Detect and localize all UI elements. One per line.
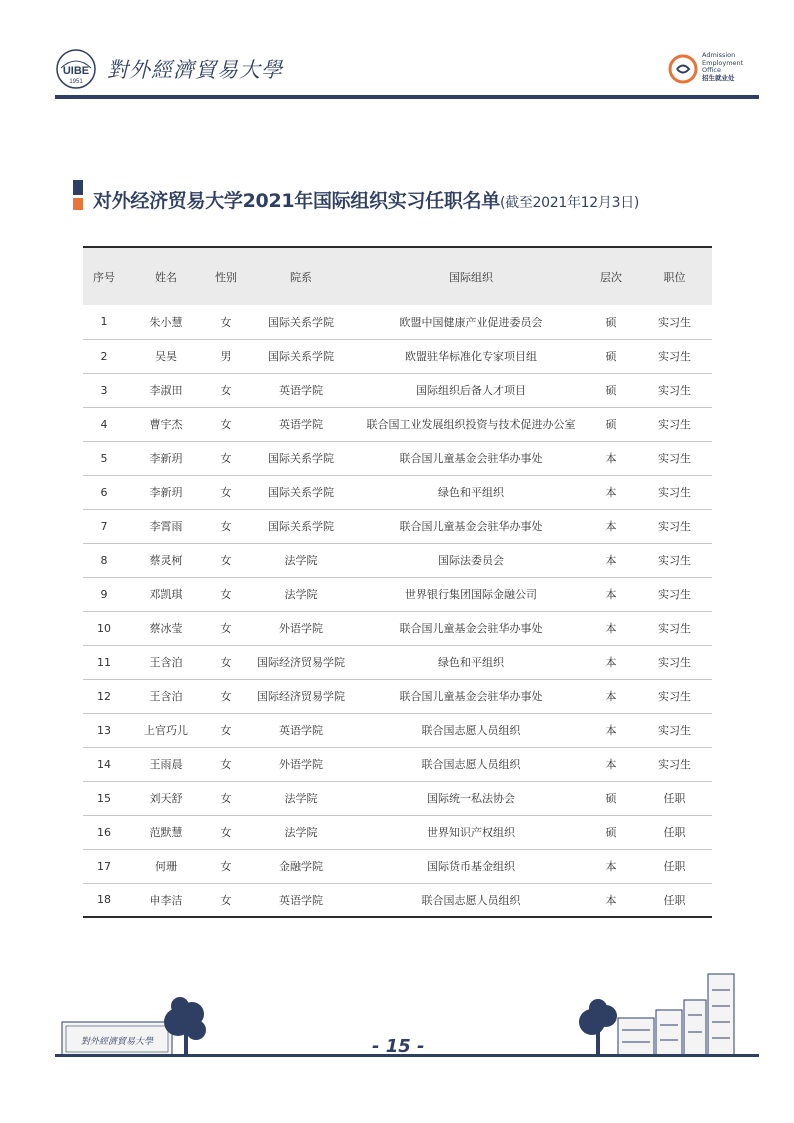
cell-position: 实习生 bbox=[637, 543, 712, 577]
cell-department: 国际关系学院 bbox=[245, 441, 357, 475]
cell-position: 任职 bbox=[637, 849, 712, 883]
badge-text: UIBE bbox=[62, 65, 90, 77]
table-row bbox=[83, 543, 712, 577]
cell-level: 硕 bbox=[585, 407, 637, 441]
cell-department: 国际经济贸易学院 bbox=[245, 679, 357, 713]
cell-name: 王雨晨 bbox=[125, 747, 207, 781]
office-line-3: Office bbox=[702, 66, 721, 74]
cell-index: 15 bbox=[83, 781, 125, 815]
university-logo bbox=[55, 48, 283, 92]
table-row bbox=[83, 815, 712, 849]
table-row bbox=[83, 577, 712, 611]
page-title bbox=[93, 186, 639, 213]
cell-index: 5 bbox=[83, 441, 125, 475]
cell-level: 本 bbox=[585, 679, 637, 713]
cell-name: 邓凯琪 bbox=[125, 577, 207, 611]
cell-gender: 女 bbox=[207, 815, 245, 849]
col-header-name: 姓名 bbox=[125, 247, 207, 305]
cell-department: 国际经济贸易学院 bbox=[245, 645, 357, 679]
table-row bbox=[83, 407, 712, 441]
cell-organization: 国际统一私法协会 bbox=[357, 781, 585, 815]
cell-index: 14 bbox=[83, 747, 125, 781]
cell-name: 李霄雨 bbox=[125, 509, 207, 543]
table-row bbox=[83, 441, 712, 475]
cell-department: 外语学院 bbox=[245, 747, 357, 781]
table-row bbox=[83, 679, 712, 713]
title-marker bbox=[73, 180, 83, 210]
cell-name: 蔡灵柯 bbox=[125, 543, 207, 577]
uibe-badge-icon bbox=[55, 48, 97, 90]
cell-gender: 女 bbox=[207, 611, 245, 645]
table-row bbox=[83, 475, 712, 509]
cell-level: 本 bbox=[585, 577, 637, 611]
col-header-level: 层次 bbox=[585, 247, 637, 305]
cell-organization: 联合国儿童基金会驻华办事处 bbox=[357, 679, 585, 713]
cell-index: 13 bbox=[83, 713, 125, 747]
table-row bbox=[83, 305, 712, 339]
cell-department: 法学院 bbox=[245, 815, 357, 849]
cell-organization: 联合国志愿人员组织 bbox=[357, 883, 585, 917]
university-name: 對外經濟貿易大學 bbox=[107, 58, 283, 82]
cell-position: 实习生 bbox=[637, 441, 712, 475]
cell-gender: 女 bbox=[207, 713, 245, 747]
cell-index: 18 bbox=[83, 883, 125, 917]
cell-level: 硕 bbox=[585, 781, 637, 815]
cell-department: 英语学院 bbox=[245, 713, 357, 747]
cell-position: 实习生 bbox=[637, 373, 712, 407]
cell-gender: 女 bbox=[207, 849, 245, 883]
cell-department: 国际关系学院 bbox=[268, 315, 334, 329]
cell-department: 法学院 bbox=[245, 781, 357, 815]
cell-level: 硕 bbox=[585, 815, 637, 849]
tree-right-icon bbox=[579, 999, 617, 1056]
cell-index: 10 bbox=[83, 611, 125, 645]
cell-organization: 国际法委员会 bbox=[357, 543, 585, 577]
cell-level: 本 bbox=[585, 475, 637, 509]
cell-organization: 联合国儿童基金会驻华办事处 bbox=[357, 509, 585, 543]
cell-position: 实习生 bbox=[637, 645, 712, 679]
cell-level: 硕 bbox=[605, 315, 617, 329]
table-header-row bbox=[83, 247, 712, 305]
office-line-2: Employment bbox=[702, 58, 744, 67]
cell-gender: 女 bbox=[207, 645, 245, 679]
cell-gender: 女 bbox=[207, 441, 245, 475]
cell-organization: 联合国儿童基金会驻华办事处 bbox=[357, 441, 585, 475]
table-row bbox=[83, 645, 712, 679]
office-line-1: Admission bbox=[702, 51, 736, 59]
cell-department: 英语学院 bbox=[245, 883, 357, 917]
cell-level: 本 bbox=[585, 747, 637, 781]
internship-table bbox=[83, 246, 712, 918]
cell-organization: 联合国儿童基金会驻华办事处 bbox=[357, 611, 585, 645]
cell-department: 英语学院 bbox=[245, 407, 357, 441]
cell-department: 国际关系学院 bbox=[245, 509, 357, 543]
cell-gender: 男 bbox=[207, 339, 245, 373]
campus-gate-illustration bbox=[62, 1022, 172, 1056]
cell-level: 本 bbox=[585, 611, 637, 645]
cell-level: 本 bbox=[585, 713, 637, 747]
footer-illustration bbox=[0, 970, 794, 1080]
cell-gender: 女 bbox=[207, 543, 245, 577]
col-header-department: 院系 bbox=[245, 247, 357, 305]
cell-organization: 联合国志愿人员组织 bbox=[357, 713, 585, 747]
cell-position: 任职 bbox=[637, 883, 712, 917]
cell-organization: 国际货币基金组织 bbox=[357, 849, 585, 883]
table-row bbox=[83, 747, 712, 781]
cell-gender: 女 bbox=[207, 407, 245, 441]
cell-level: 硕 bbox=[585, 339, 637, 373]
table-row bbox=[83, 849, 712, 883]
cell-organization: 世界知识产权组织 bbox=[357, 815, 585, 849]
cell-index: 1 bbox=[100, 315, 108, 329]
cell-gender: 女 bbox=[220, 315, 232, 329]
cell-position: 实习生 bbox=[637, 339, 712, 373]
badge-year: 1951 bbox=[69, 79, 83, 85]
cell-department: 国际关系学院 bbox=[245, 339, 357, 373]
cell-position: 实习生 bbox=[637, 713, 712, 747]
cell-level: 本 bbox=[585, 509, 637, 543]
table-row bbox=[83, 373, 712, 407]
cell-index: 16 bbox=[83, 815, 125, 849]
cell-organization: 世界银行集团国际金融公司 bbox=[357, 577, 585, 611]
cell-level: 本 bbox=[585, 645, 637, 679]
cell-index: 3 bbox=[83, 373, 125, 407]
table-row bbox=[83, 883, 712, 917]
cell-level: 本 bbox=[585, 441, 637, 475]
cell-position: 实习生 bbox=[637, 679, 712, 713]
cell-position: 任职 bbox=[637, 815, 712, 849]
col-header-position: 职位 bbox=[637, 247, 712, 305]
cell-name: 王含泊 bbox=[125, 679, 207, 713]
cell-index: 2 bbox=[83, 339, 125, 373]
cell-position: 实习生 bbox=[637, 509, 712, 543]
title-date: (截至2021年12月3日) bbox=[499, 195, 640, 211]
cell-index: 17 bbox=[83, 849, 125, 883]
gate-sign-text: 對外經濟貿易大學 bbox=[80, 1037, 154, 1047]
cell-organization: 国际组织后备人才项目 bbox=[357, 373, 585, 407]
table-body bbox=[83, 305, 712, 917]
cell-name: 吴昊 bbox=[125, 339, 207, 373]
cell-gender: 女 bbox=[207, 781, 245, 815]
cell-gender: 女 bbox=[207, 475, 245, 509]
cell-organization: 联合国志愿人员组织 bbox=[357, 747, 585, 781]
cell-name: 李新玥 bbox=[125, 475, 207, 509]
page-header bbox=[0, 0, 794, 100]
cell-name: 上官巧儿 bbox=[125, 713, 207, 747]
cell-department: 金融学院 bbox=[245, 849, 357, 883]
cell-position: 实习生 bbox=[637, 577, 712, 611]
cell-gender: 女 bbox=[207, 883, 245, 917]
cell-organization: 联合国工业发展组织投资与技术促进办公室 bbox=[357, 407, 585, 441]
header-divider bbox=[55, 95, 759, 99]
cell-organization: 欧盟中国健康产业促进委员会 bbox=[399, 315, 543, 329]
office-cn-name: 招生就业处 bbox=[702, 73, 735, 82]
cell-position: 实习生 bbox=[658, 315, 691, 329]
cell-department: 法学院 bbox=[245, 577, 357, 611]
cell-level: 本 bbox=[585, 849, 637, 883]
cell-name: 何珊 bbox=[125, 849, 207, 883]
cell-department: 国际关系学院 bbox=[245, 475, 357, 509]
cell-index: 9 bbox=[83, 577, 125, 611]
cell-organization: 绿色和平组织 bbox=[357, 645, 585, 679]
title-main: 对外经济贸易大学2021年国际组织实习任职名单 bbox=[93, 190, 500, 212]
cell-name: 李新玥 bbox=[125, 441, 207, 475]
cell-position: 实习生 bbox=[637, 475, 712, 509]
cell-position: 实习生 bbox=[637, 407, 712, 441]
page-footer bbox=[0, 970, 794, 1080]
cell-index: 7 bbox=[83, 509, 125, 543]
campus-buildings-illustration bbox=[618, 974, 734, 1056]
cell-level: 本 bbox=[585, 543, 637, 577]
table-row bbox=[83, 339, 712, 373]
cell-position: 实习生 bbox=[637, 611, 712, 645]
cell-level: 本 bbox=[585, 883, 637, 917]
cell-index: 8 bbox=[83, 543, 125, 577]
cell-gender: 女 bbox=[207, 577, 245, 611]
cell-name: 蔡冰莹 bbox=[125, 611, 207, 645]
cell-name: 朱小慧 bbox=[149, 315, 183, 329]
cell-organization: 欧盟驻华标准化专家项目组 bbox=[357, 339, 585, 373]
col-header-organization: 国际组织 bbox=[357, 247, 585, 305]
cell-gender: 女 bbox=[207, 679, 245, 713]
cell-department: 英语学院 bbox=[245, 373, 357, 407]
table-row bbox=[83, 509, 712, 543]
page-number: - 15 - bbox=[372, 1036, 425, 1057]
cell-gender: 女 bbox=[207, 509, 245, 543]
cell-name: 曹宇杰 bbox=[125, 407, 207, 441]
table-row bbox=[83, 781, 712, 815]
table-row bbox=[83, 713, 712, 747]
admission-office-logo bbox=[668, 52, 758, 88]
cell-index: 6 bbox=[83, 475, 125, 509]
col-header-index: 序号 bbox=[83, 247, 125, 305]
cell-index: 11 bbox=[83, 645, 125, 679]
col-header-gender: 性别 bbox=[207, 247, 245, 305]
cell-department: 外语学院 bbox=[245, 611, 357, 645]
cell-gender: 女 bbox=[207, 747, 245, 781]
cell-position: 实习生 bbox=[637, 747, 712, 781]
cell-index: 12 bbox=[83, 679, 125, 713]
cell-index: 4 bbox=[83, 407, 125, 441]
cell-department: 法学院 bbox=[245, 543, 357, 577]
office-logo-icon bbox=[668, 54, 698, 84]
cell-level: 硕 bbox=[585, 373, 637, 407]
cell-position: 任职 bbox=[637, 781, 712, 815]
table-row bbox=[83, 611, 712, 645]
cell-organization: 绿色和平组织 bbox=[357, 475, 585, 509]
cell-name: 王含泊 bbox=[125, 645, 207, 679]
cell-gender: 女 bbox=[207, 373, 245, 407]
cell-name: 申李洁 bbox=[125, 883, 207, 917]
cell-name: 范默慧 bbox=[125, 815, 207, 849]
cell-name: 刘天舒 bbox=[125, 781, 207, 815]
cell-name: 李淑田 bbox=[125, 373, 207, 407]
